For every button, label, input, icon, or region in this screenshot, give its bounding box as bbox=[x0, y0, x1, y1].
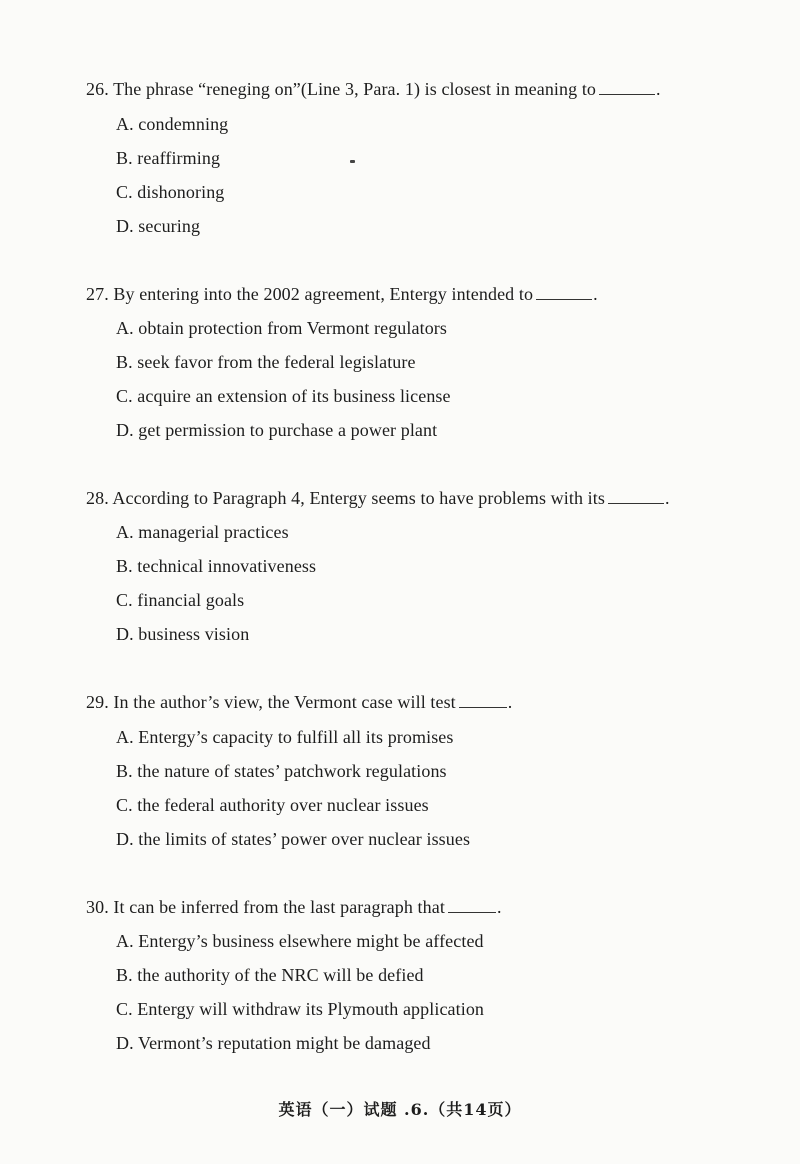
stem-end: . bbox=[593, 284, 598, 304]
answer-blank bbox=[459, 693, 507, 708]
option-c: C. dishonoring bbox=[116, 182, 225, 202]
question-stem bbox=[86, 284, 598, 304]
option-a: A. condemning bbox=[116, 114, 229, 134]
stem-end: . bbox=[507, 692, 513, 712]
option-a: A. obtain protection from Vermont regulators bbox=[116, 318, 447, 338]
option-d: D. business vision bbox=[116, 624, 250, 644]
option-b: B. the nature of states’ patchwork regulations bbox=[116, 761, 447, 781]
option-d: D. the limits of states’ power over nuclear issues bbox=[116, 829, 471, 849]
option-a: A. Entergy’s capacity to fulfill all its promises bbox=[116, 727, 454, 747]
option-c: C. the federal authority over nuclear issues bbox=[116, 795, 429, 815]
answer-blank bbox=[599, 80, 655, 95]
question-stem bbox=[86, 79, 661, 99]
page-footer: 英语（一）试题 .6.（共14页） bbox=[278, 1100, 522, 1119]
option-b: B. seek favor from the federal legislature bbox=[116, 352, 416, 372]
answer-blank bbox=[608, 489, 664, 504]
answer-blank bbox=[448, 898, 496, 913]
option-a: A. managerial practices bbox=[116, 522, 289, 542]
stem-text: 26. The phrase “reneging on”(Line 3, Para. 1) is closest in meaning to bbox=[86, 79, 597, 99]
option-d: D. securing bbox=[116, 216, 201, 236]
stem-text: 30. It can be inferred from the last paragraph that bbox=[86, 897, 445, 917]
option-d: D. Vermont’s reputation might be damaged bbox=[116, 1033, 431, 1053]
question-stem bbox=[86, 897, 502, 917]
answer-blank bbox=[536, 285, 592, 300]
option-b: B. the authority of the NRC will be defied bbox=[116, 965, 424, 985]
stem-text: 28. According to Paragraph 4, Entergy seems to have problems with its bbox=[86, 488, 605, 508]
stem-text: 27. By entering into the 2002 agreement, Entergy intended to bbox=[86, 284, 534, 304]
stem-text: 29. In the author’s view, the Vermont case will test bbox=[86, 692, 456, 712]
question-stem bbox=[86, 488, 670, 508]
stem-end: . bbox=[656, 79, 661, 99]
option-b: B. technical innovativeness bbox=[116, 556, 317, 576]
option-a: A. Entergy’s business elsewhere might be affected bbox=[116, 931, 484, 951]
scan-speck bbox=[350, 160, 355, 163]
option-c: C. financial goals bbox=[116, 590, 245, 610]
stem-end: . bbox=[664, 488, 670, 508]
option-c: C. acquire an extension of its business license bbox=[116, 386, 451, 406]
option-c: C. Entergy will withdraw its Plymouth application bbox=[116, 999, 485, 1019]
option-b: B. reaffirming bbox=[116, 148, 221, 168]
question-stem bbox=[86, 692, 512, 712]
stem-end: . bbox=[496, 897, 502, 917]
option-d: D. get permission to purchase a power plant bbox=[116, 420, 438, 440]
